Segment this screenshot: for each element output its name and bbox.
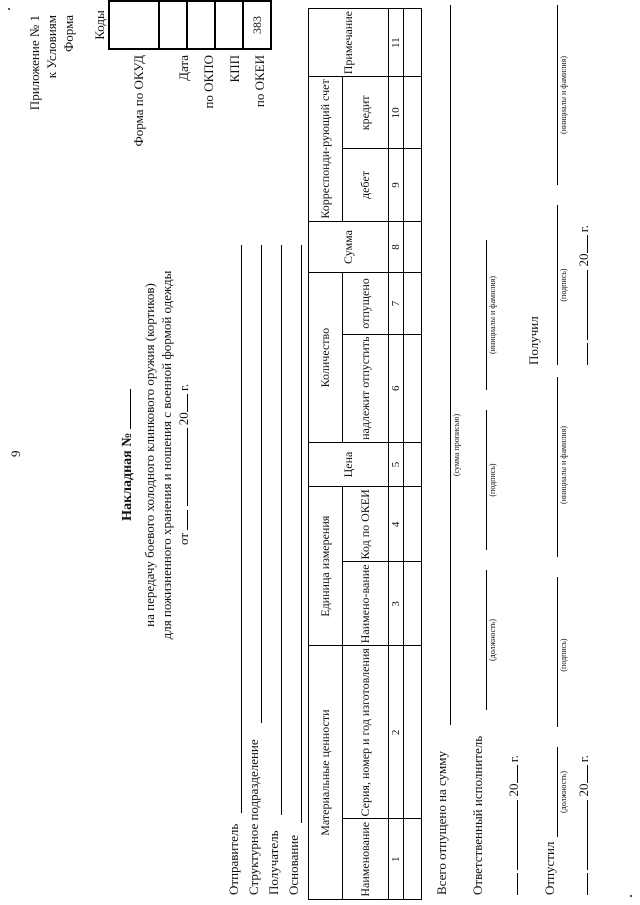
received-date (576, 225, 592, 365)
col-num: 11 (389, 9, 404, 77)
date-g: г. (176, 383, 191, 391)
basis-line (301, 245, 302, 823)
th-material: Материальные ценности (309, 646, 343, 900)
th-unit-code: Код по ОКЕИ (343, 487, 389, 562)
appendix-line-1: Приложение № 1 (27, 15, 42, 111)
okpo-value (187, 1, 215, 49)
resp-month-blank (517, 800, 518, 870)
receiver-label: Получатель (266, 830, 281, 895)
released-initials-line (557, 377, 558, 557)
cell (404, 646, 422, 819)
th-price: Цена (309, 442, 389, 486)
sender-line (241, 245, 242, 813)
col-num: 7 (389, 273, 404, 334)
number-blank (130, 389, 131, 429)
resp-year: 20 (506, 783, 521, 797)
received-initials-line (557, 5, 558, 185)
appendix-line-3: Форма (61, 15, 76, 52)
cell (404, 273, 422, 334)
col-num: 3 (389, 562, 404, 646)
basis-label: Основание (286, 834, 301, 895)
cell (404, 562, 422, 646)
received-signature-line (557, 205, 558, 365)
total-label: Всего отпущено на сумму (434, 751, 449, 895)
cell (404, 9, 422, 77)
released-signature-line (557, 577, 558, 727)
codes-table (90, 0, 272, 50)
th-note: Примечание (309, 9, 389, 77)
th-unit-name: Наимено-вание (343, 562, 389, 646)
th-name: Наименование (343, 819, 389, 900)
scan-speck (8, 8, 10, 10)
sender-label: Отправитель (226, 823, 241, 895)
th-debit: дебет (343, 149, 389, 221)
released-signature-caption: (подпись) (559, 638, 568, 672)
cell (404, 819, 422, 900)
col-num: 6 (389, 334, 404, 442)
released-position-caption: (должность) (559, 771, 568, 813)
resp-initials-line (486, 240, 487, 390)
total-line (450, 5, 451, 725)
resp-signature-line (486, 410, 487, 550)
cell (404, 77, 422, 149)
date-line (176, 384, 192, 545)
okpo-label: по ОКПО (201, 55, 216, 109)
col-num: 1 (389, 819, 404, 900)
cell (404, 334, 422, 442)
sum-words-caption: (сумма прописью) (452, 413, 461, 477)
month-blank (187, 428, 188, 506)
resp-position-line (486, 570, 487, 710)
released-label: Отпустил (542, 841, 557, 895)
th-credit: кредит (343, 77, 389, 149)
subdivision-line (261, 245, 262, 723)
subtitle-line-2: для пожизненного хранения и ношения с военной формой одежды (159, 270, 174, 640)
received-day-blank (587, 343, 588, 365)
resp-position-caption: (должность) (488, 619, 497, 661)
resp-initials-caption: (инициалы и фамилия) (488, 275, 497, 355)
scan-speck (630, 895, 632, 897)
document-title (120, 245, 136, 665)
th-sum: Сумма (309, 221, 389, 273)
th-series: Серия, номер и год изготовления (343, 646, 389, 819)
released-month-blank (587, 800, 588, 870)
col-num: 5 (389, 442, 404, 486)
year-blank (187, 394, 188, 412)
title-text: Накладная № (120, 432, 135, 521)
cell (404, 221, 422, 273)
codes-header: Коды (91, 10, 107, 40)
released-year-blank (587, 766, 588, 784)
th-qty: Количество (309, 273, 343, 443)
cell (404, 149, 422, 221)
kpp-label: КПП (227, 55, 242, 83)
date-value (159, 1, 187, 49)
released-date (576, 755, 592, 895)
appendix-line-2: к Условиям (44, 15, 59, 79)
received-g: г. (576, 225, 591, 233)
released-day-blank (587, 873, 588, 895)
receiver-line (281, 245, 282, 815)
subdivision-label: Структурное подразделение (246, 739, 261, 895)
date-year: 20 (176, 412, 191, 426)
subtitle-line-1: на передачу боевого холодного клинкового оружия (кортиков) (142, 283, 157, 627)
released-position-line (557, 747, 558, 837)
cell (404, 442, 422, 486)
received-label: Получил (526, 316, 541, 365)
okud-value (109, 1, 159, 49)
resp-date (506, 755, 522, 895)
resp-signature-caption: (подпись) (488, 463, 497, 497)
goods-table (308, 8, 422, 900)
released-g: г. (576, 755, 591, 763)
th-unit: Единица измерения (309, 487, 343, 646)
col-num: 8 (389, 221, 404, 273)
col-num: 9 (389, 149, 404, 221)
th-qty-released: отпущено (343, 273, 389, 334)
date-from-label: от (176, 532, 191, 545)
appendix-note (26, 15, 77, 155)
page-number: 9 (8, 450, 23, 457)
date-code-label: Дата (176, 55, 191, 81)
cell (404, 487, 422, 562)
codes-labels (128, 55, 172, 185)
kpp-value (215, 1, 243, 49)
received-initials-caption: (инициалы и фамилия) (559, 55, 568, 135)
column-numbers-row (389, 9, 404, 900)
received-signature-caption: (подпись) (559, 268, 568, 302)
resp-day-blank (517, 873, 518, 895)
resp-year-blank (517, 766, 518, 784)
released-year: 20 (576, 783, 591, 797)
table-row (404, 9, 422, 900)
col-num: 10 (389, 77, 404, 149)
responsible-label: Ответственный исполнитель (470, 735, 485, 895)
okei-value: 383 (243, 1, 271, 49)
col-num: 2 (389, 646, 404, 819)
okud-label: Форма по ОКУД (131, 55, 146, 147)
resp-g: г. (506, 755, 521, 763)
okei-label: по ОКЕИ (252, 55, 267, 108)
th-corr: Корреспонди-рующий счет (309, 77, 343, 221)
received-year-blank (587, 236, 588, 254)
col-num: 4 (389, 487, 404, 562)
day-blank (187, 510, 188, 530)
released-initials-caption: (инициалы и фамилия) (559, 425, 568, 505)
received-year: 20 (576, 253, 591, 267)
received-month-blank (587, 270, 588, 340)
th-qty-due: надлежит отпустить (343, 334, 389, 442)
